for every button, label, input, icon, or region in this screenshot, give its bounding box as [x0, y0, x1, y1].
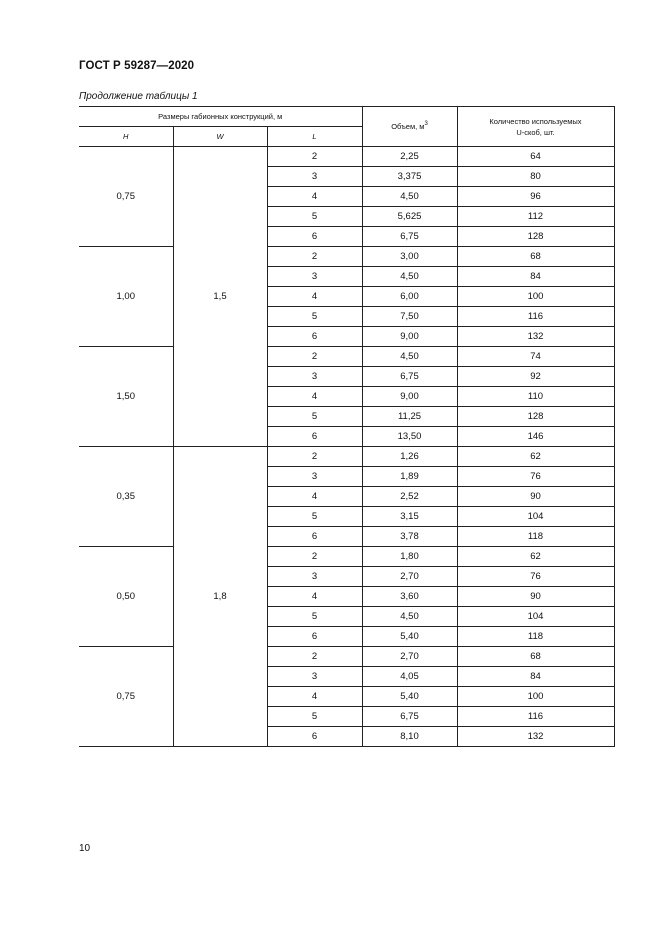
cell-w: 1,8: [173, 447, 267, 747]
cell-l: 6: [267, 727, 362, 747]
cell-volume: 1,26: [362, 447, 457, 467]
header-h: H: [79, 127, 173, 147]
cell-volume: 3,15: [362, 507, 457, 527]
cell-volume: 2,70: [362, 567, 457, 587]
cell-volume: 4,50: [362, 607, 457, 627]
cell-volume: 4,50: [362, 187, 457, 207]
cell-volume: 9,00: [362, 387, 457, 407]
cell-l: 2: [267, 447, 362, 467]
cell-l: 3: [267, 367, 362, 387]
cell-l: 6: [267, 627, 362, 647]
cell-h: 0,75: [79, 147, 173, 247]
cell-count: 104: [457, 607, 614, 627]
header-volume-text: Объем, м: [391, 122, 425, 131]
cell-count: 128: [457, 407, 614, 427]
cell-count: 128: [457, 227, 614, 247]
header-count: [457, 107, 614, 147]
cell-volume: 3,78: [362, 527, 457, 547]
document-header: ГОСТ Р 59287—2020: [79, 60, 195, 72]
cell-l: 4: [267, 187, 362, 207]
cell-l: 3: [267, 167, 362, 187]
cell-volume: 6,00: [362, 287, 457, 307]
cell-count: 76: [457, 567, 614, 587]
cell-h: 0,75: [79, 647, 173, 747]
cell-l: 3: [267, 567, 362, 587]
data-table: [79, 106, 615, 747]
table-row: [79, 447, 614, 467]
header-dimensions: Размеры габионных конструкций, м: [79, 107, 362, 127]
cell-volume: 2,52: [362, 487, 457, 507]
cell-l: 3: [267, 267, 362, 287]
cell-count: 76: [457, 467, 614, 487]
table-row: [79, 347, 614, 367]
cell-count: 80: [457, 167, 614, 187]
cell-l: 6: [267, 427, 362, 447]
header-volume-sup: 3: [424, 121, 428, 127]
cell-count: 104: [457, 507, 614, 527]
table-caption: Продолжение таблицы 1: [79, 91, 198, 102]
cell-l: 2: [267, 347, 362, 367]
cell-volume: 8,10: [362, 727, 457, 747]
cell-volume: 5,40: [362, 627, 457, 647]
cell-count: 146: [457, 427, 614, 447]
cell-volume: 2,25: [362, 147, 457, 167]
cell-h: 0,50: [79, 547, 173, 647]
cell-volume: 13,50: [362, 427, 457, 447]
cell-volume: 5,625: [362, 207, 457, 227]
cell-count: 112: [457, 207, 614, 227]
cell-count: 68: [457, 647, 614, 667]
cell-count: 84: [457, 667, 614, 687]
cell-volume: 3,375: [362, 167, 457, 187]
cell-count: 90: [457, 487, 614, 507]
cell-volume: 6,75: [362, 367, 457, 387]
cell-count: 74: [457, 347, 614, 367]
cell-count: 118: [457, 527, 614, 547]
cell-volume: 4,50: [362, 267, 457, 287]
header-count-line2: U-скоб, шт.: [516, 127, 555, 137]
cell-volume: 4,05: [362, 667, 457, 687]
cell-h: 1,50: [79, 347, 173, 447]
cell-count: 62: [457, 447, 614, 467]
cell-h: 0,35: [79, 447, 173, 547]
cell-l: 4: [267, 587, 362, 607]
cell-l: 5: [267, 707, 362, 727]
header-volume: [362, 107, 457, 147]
cell-count: 100: [457, 687, 614, 707]
cell-l: 5: [267, 207, 362, 227]
table-body: [79, 147, 614, 747]
cell-l: 2: [267, 247, 362, 267]
cell-volume: 2,70: [362, 647, 457, 667]
cell-count: 118: [457, 627, 614, 647]
cell-count: 64: [457, 147, 614, 167]
cell-volume: 1,80: [362, 547, 457, 567]
cell-l: 3: [267, 467, 362, 487]
table-row: [79, 547, 614, 567]
cell-count: 132: [457, 327, 614, 347]
cell-l: 5: [267, 407, 362, 427]
table-head: [79, 107, 614, 147]
cell-l: 4: [267, 387, 362, 407]
cell-l: 5: [267, 507, 362, 527]
cell-l: 3: [267, 667, 362, 687]
cell-volume: 1,89: [362, 467, 457, 487]
cell-volume: 6,75: [362, 227, 457, 247]
cell-volume: 9,00: [362, 327, 457, 347]
cell-volume: 3,00: [362, 247, 457, 267]
cell-count: 90: [457, 587, 614, 607]
cell-l: 6: [267, 227, 362, 247]
cell-count: 96: [457, 187, 614, 207]
cell-l: 4: [267, 687, 362, 707]
cell-h: 1,00: [79, 247, 173, 347]
cell-volume: 4,50: [362, 347, 457, 367]
cell-count: 110: [457, 387, 614, 407]
cell-volume: 3,60: [362, 587, 457, 607]
cell-l: 4: [267, 487, 362, 507]
header-count-line1: Количество используемых: [489, 116, 582, 126]
cell-volume: 7,50: [362, 307, 457, 327]
cell-count: 84: [457, 267, 614, 287]
cell-l: 2: [267, 647, 362, 667]
cell-count: 62: [457, 547, 614, 567]
cell-l: 6: [267, 327, 362, 347]
cell-w: 1,5: [173, 147, 267, 447]
cell-count: 132: [457, 727, 614, 747]
cell-l: 6: [267, 527, 362, 547]
cell-count: 116: [457, 707, 614, 727]
cell-count: 92: [457, 367, 614, 387]
cell-l: 5: [267, 307, 362, 327]
cell-count: 68: [457, 247, 614, 267]
cell-l: 4: [267, 287, 362, 307]
header-l: L: [267, 127, 362, 147]
cell-volume: 11,25: [362, 407, 457, 427]
header-w: W: [173, 127, 267, 147]
table-row: [79, 647, 614, 667]
cell-volume: 6,75: [362, 707, 457, 727]
table-row: [79, 147, 614, 167]
cell-volume: 5,40: [362, 687, 457, 707]
page-number: 10: [79, 843, 91, 854]
cell-count: 116: [457, 307, 614, 327]
table-row: [79, 247, 614, 267]
cell-l: 5: [267, 607, 362, 627]
cell-count: 100: [457, 287, 614, 307]
cell-l: 2: [267, 147, 362, 167]
cell-l: 2: [267, 547, 362, 567]
